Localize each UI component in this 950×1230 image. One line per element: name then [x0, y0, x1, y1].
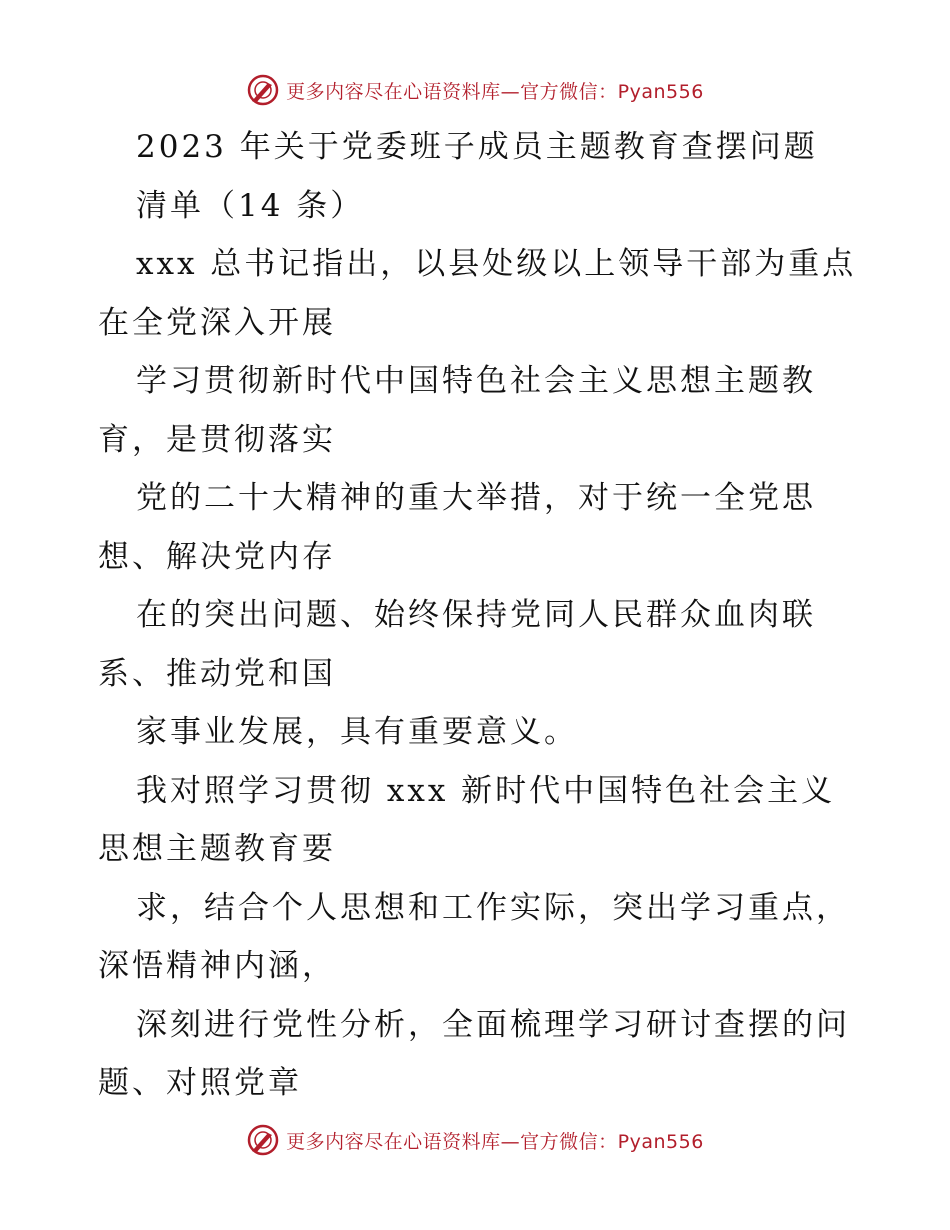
paragraph-line: 想、解决党内存: [98, 538, 336, 575]
paragraph-line: 系、推动党和国: [98, 655, 336, 692]
document-body: [98, 118, 868, 1113]
paragraph-line: 学习贯彻新时代中国特色社会主义思想主题教: [136, 363, 816, 399]
paragraph-line: 我对照学习贯彻 xxx 新时代中国特色社会主义: [136, 772, 836, 809]
paragraph-line: 深刻进行党性分析，全面梳理学习研讨查摆的问: [136, 1006, 850, 1043]
watermark-footer: [0, 1120, 950, 1160]
watermark-header: [0, 70, 950, 110]
paragraph-line: 在全党深入开展: [98, 304, 336, 341]
pen-circle-logo-icon: [246, 73, 280, 107]
watermark-text: 更多内容尽在心语资料库—官方微信：Pyan556: [286, 80, 704, 103]
paragraph-line: 在的突出问题、始终保持党同人民群众血肉联: [136, 597, 816, 633]
pen-circle-logo-icon: [246, 1123, 280, 1157]
paragraph-line: 育，是贯彻落实: [98, 421, 336, 458]
watermark-text: 更多内容尽在心语资料库—官方微信：Pyan556: [286, 1130, 704, 1153]
paragraph-line: 深悟精神内涵，: [98, 948, 336, 984]
paragraph-line: xxx 总书记指出，以县处级以上领导干部为重点: [136, 246, 857, 282]
paragraph-line: 思想主题教育要: [98, 831, 336, 867]
paragraph-line: 题、对照党章: [98, 1065, 302, 1101]
paragraph-line: 党的二十大精神的重大举措，对于统一全党思: [136, 480, 816, 516]
paragraph-line: 家事业发展，具有重要意义。: [136, 714, 578, 750]
doc-title-line-1: 2023 年关于党委班子成员主题教育查摆问题: [136, 129, 818, 165]
paragraph-line: 求，结合个人思想和工作实际，突出学习重点，: [136, 889, 850, 926]
doc-title-line-2: 清单（14 条）: [136, 187, 365, 224]
